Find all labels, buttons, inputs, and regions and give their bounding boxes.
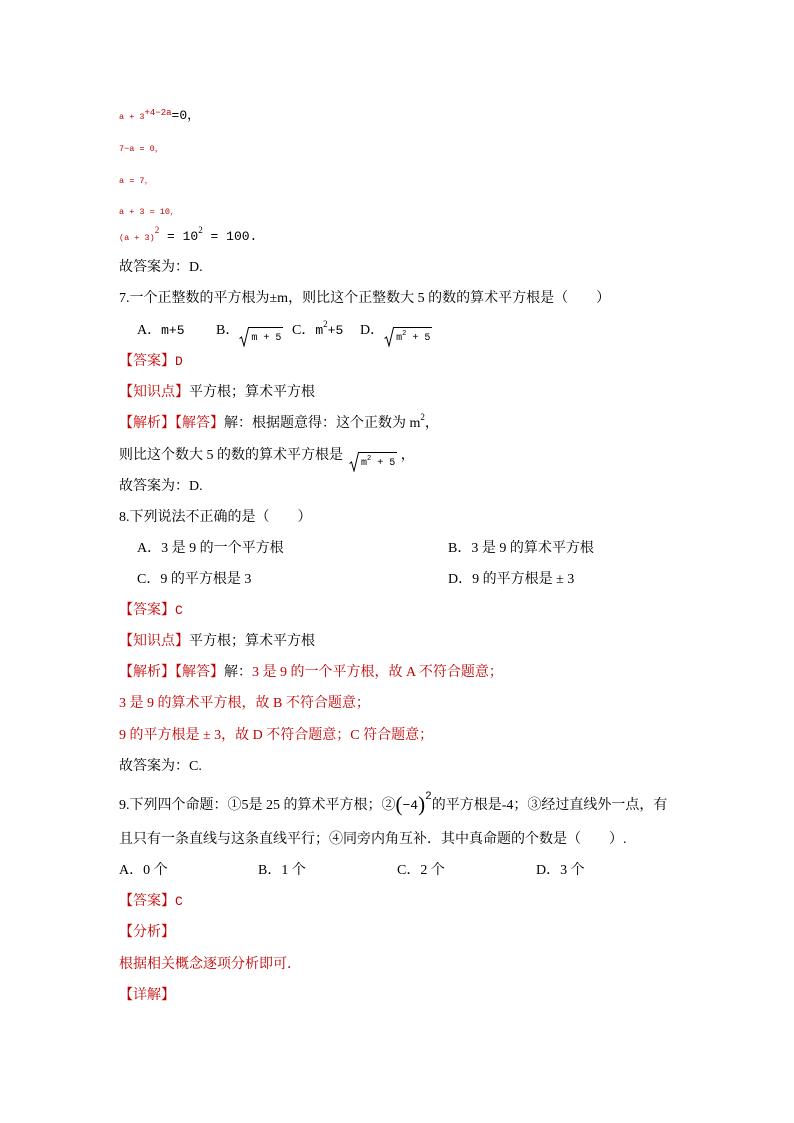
q8-analysis-line-3 — [119, 726, 433, 746]
q9-answer — [119, 892, 183, 912]
option-text: 3 是 9 的一个平方根 — [161, 541, 284, 556]
radicand-exponent: 2 — [367, 455, 372, 463]
q9-option-d — [536, 861, 585, 881]
q7-option-d — [360, 321, 432, 344]
option-label: D． — [536, 863, 561, 878]
option-label: C． — [292, 323, 316, 338]
solution-line-4 — [119, 201, 179, 221]
q9-option-a — [119, 861, 168, 881]
formula-term: a + 3 = 10， — [119, 207, 179, 217]
q8-option-c — [137, 570, 251, 590]
analysis-tail: ， — [424, 416, 439, 431]
formula-exponent: 2 — [198, 225, 203, 235]
detail-tag: 【详解】 — [119, 988, 175, 1003]
formula-term: = 10 — [159, 229, 199, 244]
formula-tail: = 100. — [202, 229, 258, 244]
radical-sign-icon — [239, 326, 249, 347]
q8-option-d — [448, 570, 574, 590]
option-label: C． — [397, 863, 421, 878]
option-label: A． — [137, 323, 162, 338]
option-label: D． — [360, 323, 385, 338]
q7-analysis-line-1 — [119, 414, 439, 434]
question-stem: 7.一个正整数的平方根为±m，则比这个正整数大 5 的数的算术平方根是（ ） — [119, 291, 611, 306]
radicand-tail: + 5 — [406, 333, 431, 344]
analysis-end: ， — [397, 448, 415, 463]
option-tail: +5 — [327, 323, 344, 338]
analysis-exponent: 2 — [420, 412, 425, 422]
question-stem: 9.下列四个命题：①5是 25 的算术平方根；② — [119, 798, 396, 813]
conclusion-text: 故答案为：D. — [119, 260, 203, 275]
q7-stem — [119, 289, 610, 309]
paren-base: −4 — [402, 798, 419, 813]
solution-line-5 — [119, 227, 257, 247]
option-label: B． — [448, 541, 472, 556]
formula-tail: =0， — [171, 108, 201, 123]
answer-tag: 【答案】 — [119, 894, 175, 909]
q7-conclusion — [119, 477, 203, 497]
q9-detail-heading — [119, 986, 175, 1006]
question-stem: 8.下列说法不正确的是（ ） — [119, 510, 312, 525]
radicand: m + 5 — [249, 327, 283, 348]
option-text: 1 个 — [281, 863, 306, 878]
analysis-text: 解：根据题意得：这个正数为 m — [224, 416, 421, 431]
answer-value: D — [175, 354, 183, 369]
knowledge-tag: 【知识点】 — [119, 385, 189, 400]
q9-stem-line-1 — [119, 791, 668, 816]
option-text: 3 个 — [560, 863, 585, 878]
q7-answer — [119, 352, 183, 372]
paren-exponent: 2 — [425, 791, 432, 803]
option-label: B． — [216, 323, 240, 338]
radical — [349, 451, 397, 472]
q8-answer — [119, 601, 183, 621]
q8-conclusion — [119, 757, 202, 777]
q8-analysis-line-1 — [119, 663, 503, 683]
option-text: 0 个 — [143, 863, 168, 878]
question-stem: 且只有一条直线与这条直线平行；④同旁内角互补．其中真命题的个数是（ ）. — [119, 832, 627, 847]
option-label: A． — [119, 863, 144, 878]
radical-sign-icon — [349, 451, 359, 472]
conclusion-text: 故答案为：D. — [119, 479, 203, 494]
analysis-tag: 【分析】 — [119, 925, 175, 940]
answer-value: C — [175, 603, 183, 618]
analysis-lead: 解： — [224, 665, 252, 680]
q8-analysis-line-2 — [119, 694, 370, 714]
analysis-tag: 【解析】【解答】 — [119, 416, 224, 431]
formula-term: 7−a = 0， — [119, 144, 164, 154]
q7-option-b — [216, 321, 283, 344]
solution-line-3 — [119, 170, 153, 190]
radicand-base: m — [396, 333, 403, 344]
conclusion-prev — [119, 258, 203, 278]
answer-tag: 【答案】 — [119, 354, 175, 369]
option-label: A． — [137, 541, 162, 556]
option-text: m+5 — [161, 323, 185, 338]
radical — [239, 326, 283, 347]
radicand — [394, 327, 432, 348]
q8-knowledge — [119, 632, 315, 652]
solution-line-2 — [119, 138, 163, 158]
option-base: m — [315, 323, 324, 338]
knowledge-value: 平方根；算术平方根 — [189, 634, 315, 649]
radicand-base: m — [361, 458, 368, 469]
q7-option-a — [137, 321, 185, 341]
formula-exponent: 2 — [154, 225, 160, 235]
analysis-tag: 【解析】【解答】 — [119, 665, 224, 680]
option-label: C． — [137, 572, 161, 587]
q9-option-b — [258, 861, 306, 881]
formula-term: a + 3 — [119, 112, 145, 122]
answer-tag: 【答案】 — [119, 603, 175, 618]
formula-term: a = 7， — [119, 176, 154, 186]
option-text: 9 的平方根是 3 — [160, 572, 252, 587]
formula-term: (a + 3) — [119, 233, 155, 243]
q7-analysis-line-2 — [119, 446, 415, 469]
radicand-exponent: 2 — [402, 330, 407, 338]
option-text: 3 是 9 的算术平方根 — [471, 541, 594, 556]
option-label: D． — [448, 572, 473, 587]
answer-value: C — [175, 894, 183, 909]
q8-option-a — [137, 539, 284, 559]
formula-term: +4−2a — [144, 108, 172, 118]
radicand — [359, 452, 397, 473]
knowledge-value: 平方根；算术平方根 — [189, 385, 315, 400]
analysis-text: 3 是 9 的一个平方根，故 A 不符合题意； — [252, 665, 503, 680]
option-label: B． — [258, 863, 282, 878]
q8-stem — [119, 508, 312, 528]
conclusion-text: 故答案为：C. — [119, 759, 202, 774]
q7-knowledge — [119, 383, 315, 403]
radical — [384, 326, 432, 347]
analysis-text: 则比这个数大 5 的数的算术平方根是 — [119, 448, 343, 463]
knowledge-tag: 【知识点】 — [119, 634, 189, 649]
paren-open: ( — [395, 792, 403, 816]
q7-option-c — [292, 321, 343, 341]
q9-analysis-heading — [119, 923, 175, 943]
q8-option-b — [448, 539, 594, 559]
analysis-text: 9 的平方根是 ± 3，故 D 不符合题意；C 符合题意； — [119, 728, 434, 743]
q9-option-c — [397, 861, 445, 881]
option-exponent: 2 — [323, 319, 328, 329]
analysis-text: 根据相关概念逐项分析即可． — [119, 957, 301, 972]
analysis-text: 3 是 9 的算术平方根，故 B 不符合题意； — [119, 696, 370, 711]
q9-stem-line-2 — [119, 830, 627, 850]
option-text: 2 个 — [420, 863, 445, 878]
option-text: 9 的平方根是 ± 3 — [472, 572, 575, 587]
question-stem: 的平方根是-4；③经过直线外一点，有 — [431, 798, 668, 813]
q9-analysis-text — [119, 955, 301, 975]
solution-line-1 — [119, 103, 200, 123]
radicand-tail: + 5 — [371, 458, 396, 469]
paren-close: ) — [418, 792, 426, 816]
radical-sign-icon — [384, 326, 394, 347]
